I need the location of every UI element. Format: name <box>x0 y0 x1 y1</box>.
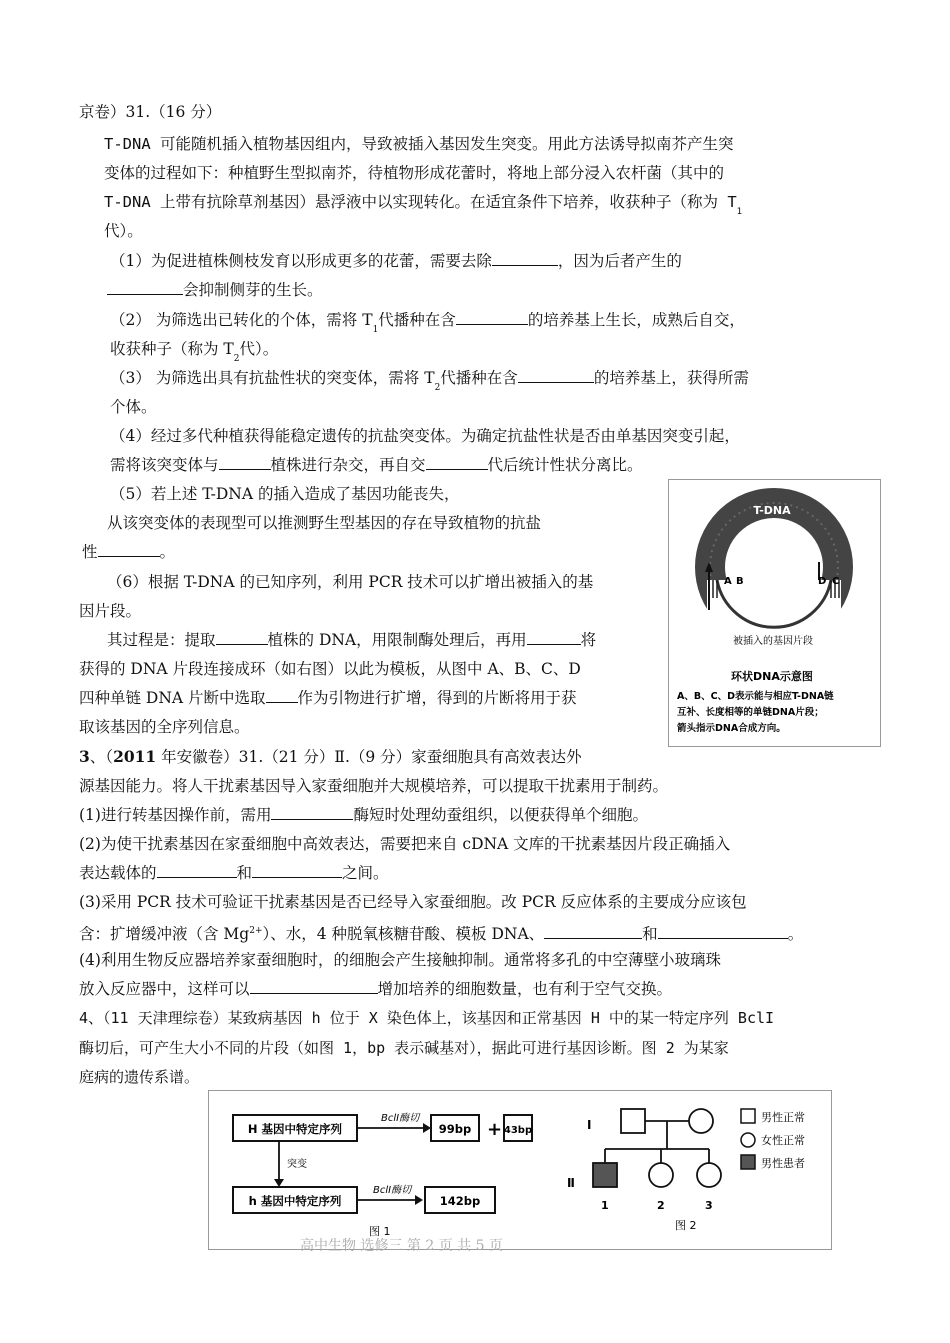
q2-part1-cont: 会抑制侧芽的生长。 <box>107 280 323 300</box>
female-normal-icon <box>697 1163 721 1187</box>
q2-intro-line3: T-DNA 上带有抗除草剂基因）悬浮液中以实现转化。在适宜条件下培养，收获种子（称为 $T_1$ <box>104 193 743 217</box>
answer-blank[interactable] <box>426 455 488 470</box>
q2-part5: （5）若上述 T-DNA 的插入造成了基因功能丧失， <box>110 485 460 503</box>
answer-blank[interactable] <box>250 979 378 994</box>
plus-sign: + <box>487 1119 503 1140</box>
female-normal-icon <box>649 1163 673 1187</box>
svg-text:99bp: 99bp <box>438 1122 472 1136</box>
q4-line1: 4、（11 天津理综卷）某致病基因 h 位于 X 染色体上，该基因和正常基因 H 中的某一特定序列 BclI <box>79 1009 775 1027</box>
q2-intro-line1: T-DNA 可能随机插入植物基因组内，导致被插入基因发生突变。用此方法诱导拟南芥产生突 <box>104 135 734 153</box>
mutation-label: 突变 <box>287 1159 307 1170</box>
q2-part2: （2） 为筛选出已转化的个体，需将 $T_1$代播种在含 的培养基上生长，成熟后自交， <box>110 311 745 335</box>
q2-part5-end: 性 。 <box>82 543 176 561</box>
svg-text:142bp: 142bp <box>439 1194 481 1208</box>
answer-blank[interactable] <box>658 924 788 939</box>
q2-part6-cont: 因片段。 <box>79 602 142 620</box>
ring-caption-1: A、B、C、D表示能与相应T-DNA链 <box>677 691 834 702</box>
q3-header: 3、（2011 年安徽卷）31.（21 分）Ⅱ.（9 分）家蚕细胞具有高效表达外 <box>79 747 582 766</box>
q2-part6-line3: 四种单链 DNA 片断中选取 作为引物进行扩增，得到的片断将用于获 <box>79 689 577 707</box>
ring-dna-figure <box>668 479 881 747</box>
q4-line3: 庭病的遗传系谱。 <box>79 1068 200 1086</box>
q2-part5-cont: 从该突变体的表现型可以推测野生型基因的存在导致植物的抗盐 <box>107 514 542 532</box>
label-c: C <box>832 576 840 587</box>
label-a: A <box>724 576 732 587</box>
ring-caption-2: 互补、长度相等的单链DNA片段； <box>677 707 824 718</box>
female-normal-icon <box>689 1109 713 1133</box>
q3-part2: (2)为使干扰素基因在家蚕细胞中高效表达，需要把来自 cDNA 文库的干扰素基因片段正确插入 <box>79 835 731 853</box>
enzyme-label-2: BclⅠ酶切 <box>373 1185 412 1196</box>
svg-text:1: 1 <box>601 1199 609 1212</box>
male-patient-icon <box>593 1163 617 1187</box>
q3-part3-cont: 含：扩增缓冲液（含 $Mg^{2+}$）、水，4 种脱氧核糖苷酸、模板 DNA、 和 。 <box>79 925 804 944</box>
q3-part4-cont: 放入反应器中，这样可以 增加培养的细胞数量，也有利于空气交换。 <box>79 980 673 998</box>
figure-2-pedigree <box>567 1109 805 1232</box>
answer-blank[interactable] <box>216 630 268 645</box>
answer-blank[interactable] <box>219 455 271 470</box>
q4-line2: 酶切后，可产生大小不同的片段（如图 1，bp 表示碱基对），据此可进行基因诊断。图 2 为某家 <box>79 1039 729 1057</box>
answer-blank[interactable] <box>492 251 558 266</box>
tdna-label: T-DNA <box>753 504 791 517</box>
q2-intro-line2: 变体的过程如下：种植野生型拟南芥，待植物形成花蕾时，将地上部分浸入农杆菌（其中的 <box>104 164 725 182</box>
q2-part6-line4: 取该基因的全序列信息。 <box>79 718 250 736</box>
genetics-figures <box>208 1090 832 1250</box>
answer-blank[interactable] <box>157 863 237 878</box>
q2-header: 京卷）31.（16 分） <box>79 103 222 121</box>
legend-male-icon <box>741 1109 755 1123</box>
generation-2-label: Ⅱ <box>567 1176 575 1190</box>
answer-blank[interactable] <box>266 688 298 703</box>
q2-part4-cont: 需将该突变体与 植株进行杂交，再自交 代后统计性状分离比。 <box>110 456 643 474</box>
q2-part3: （3） 为筛选出具有抗盐性状的突变体，需将 $T_2$代播种在含 的培养基上，获得所需 <box>110 369 749 393</box>
svg-text:h 基因中特定序列: h 基因中特定序列 <box>248 1194 342 1208</box>
page-footer: 高中生物 选修三 第 2 页 共 5 页 <box>300 1238 503 1254</box>
q3-part2-cont: 表达载体的 和 之间。 <box>79 864 389 882</box>
q3-part4: (4)利用生物反应器培养家蚕细胞时，的细胞会产生接触抑制。通常将多孔的中空薄壁小玻璃珠 <box>79 951 721 969</box>
male-normal-icon <box>621 1109 645 1133</box>
svg-text:2: 2 <box>657 1199 665 1212</box>
answer-blank[interactable] <box>456 310 528 325</box>
q2-part2-cont: 收获种子（称为 $T_2$代）。 <box>110 340 279 364</box>
label-b: B <box>736 576 744 587</box>
ring-caption-title: 环状DNA示意图 <box>731 670 813 683</box>
answer-blank[interactable] <box>544 924 642 939</box>
legend-patient-label: 男性患者 <box>761 1157 805 1170</box>
legend-patient-icon <box>741 1155 755 1169</box>
answer-blank[interactable] <box>107 280 183 295</box>
answer-blank[interactable] <box>252 863 342 878</box>
inserted-label: 被插入的基因片段 <box>733 636 813 647</box>
answer-blank[interactable] <box>98 542 160 557</box>
ring-caption-3: 箭头指示DNA合成方向。 <box>677 723 786 734</box>
generation-1-label: Ⅰ <box>587 1118 592 1132</box>
q2-part1: （1）为促进植株侧枝发育以形成更多的花蕾，需要去除 ，因为后者产生的 <box>110 252 682 270</box>
q2-part3-cont: 个体。 <box>110 398 157 416</box>
legend-male-label: 男性正常 <box>761 1111 805 1124</box>
label-d: D <box>818 576 827 587</box>
legend-female-icon <box>741 1133 755 1147</box>
answer-blank[interactable] <box>518 368 594 383</box>
q3-part3: (3)采用 PCR 技术可验证干扰素基因是否已经导入家蚕细胞。改 PCR 反应体系的主要成分应该包 <box>79 893 747 911</box>
q3-intro: 源基因能力。将人干扰素基因导入家蚕细胞并大规模培养，可以提取干扰素用于制药。 <box>79 777 669 795</box>
legend-female-label: 女性正常 <box>761 1134 805 1147</box>
svg-text:3: 3 <box>705 1199 713 1212</box>
svg-text:H 基因中特定序列: H 基因中特定序列 <box>247 1122 343 1136</box>
svg-text:43bp: 43bp <box>503 1125 533 1136</box>
figure-2-caption: 图 2 <box>675 1219 697 1232</box>
answer-blank[interactable] <box>271 805 353 820</box>
q2-part6-process: 其过程是：提取 植株的 DNA，用限制酶处理后，再用 将 <box>107 631 597 649</box>
q3-part1: (1)进行转基因操作前，需用 酶短时处理幼蚕组织，以便获得单个细胞。 <box>79 806 648 824</box>
q2-part6: （6）根据 T-DNA 的已知序列，利用 PCR 技术可以扩增出被插入的基 <box>107 573 594 591</box>
q2-part6-line2: 获得的 DNA 片段连接成环（如右图）以此为模板，从图中 A、B、C、D <box>79 660 581 678</box>
answer-blank[interactable] <box>527 630 581 645</box>
enzyme-label-1: BclⅠ酶切 <box>381 1113 420 1124</box>
figure-1 <box>233 1112 532 1238</box>
q2-intro-line4: 代）。 <box>104 222 143 240</box>
q2-part4: （4）经过多代种植获得能稳定遗传的抗盐突变体。为确定抗盐性状是否由单基因突变引起， <box>110 427 740 445</box>
figure-1-caption: 图 1 <box>369 1225 391 1238</box>
